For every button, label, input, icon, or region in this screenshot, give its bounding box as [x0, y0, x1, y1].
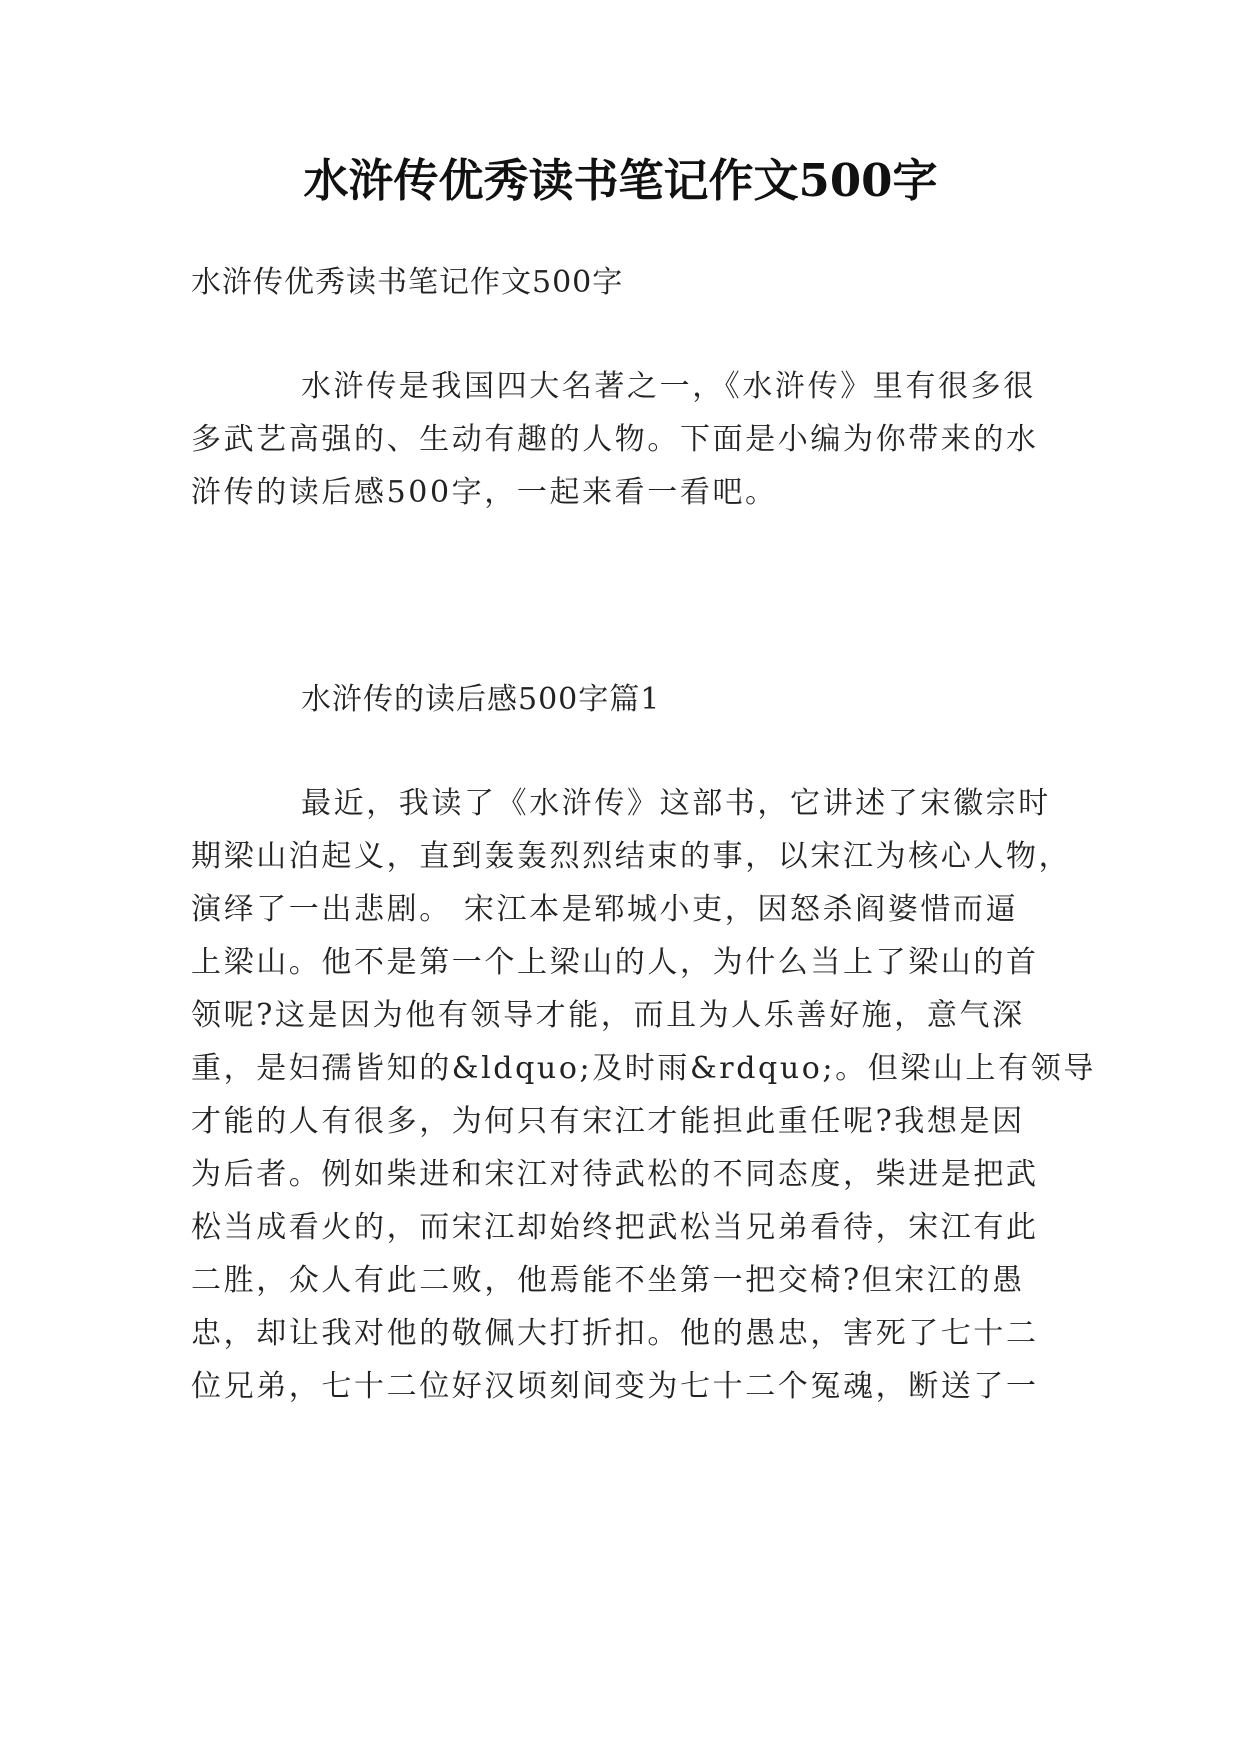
- document-subtitle: 水浒传优秀读书笔记作文500字: [191, 265, 624, 300]
- body-line: 二胜，众人有此二败，他焉能不坐第一把交椅?但宋江的愚: [191, 1263, 1025, 1298]
- body-line: 上梁山。他不是第一个上梁山的人，为什么当上了梁山的首: [191, 945, 1039, 980]
- body-line: 重，是妇孺皆知的&ldquo;及时雨&rdquo;。但梁山上有领导: [191, 1051, 1096, 1086]
- body-line: 最近，我读了《水浒传》这部书，它讲述了宋徽宗时: [301, 786, 1051, 821]
- body-line: 才能的人有很多，为何只有宋江才能担此重任呢?我想是因: [191, 1104, 1025, 1139]
- body-line: 领呢?这是因为他有领导才能，而且为人乐善好施，意气深: [191, 998, 1025, 1033]
- intro-line: 水浒传是我国四大名著之一，《水浒传》里有很多很: [301, 369, 1036, 404]
- body-line: 演绎了一出悲剧。 宋江本是郓城小吏，因怒杀阎婆惜而逼: [191, 892, 1019, 927]
- body-line: 松当成看火的，而宋江却始终把武松当兄弟看待，宋江有此: [191, 1210, 1039, 1245]
- intro-line: 浒传的读后感500字，一起来看一看吧。: [191, 475, 778, 510]
- section-heading: 水浒传的读后感500字篇1: [301, 682, 661, 717]
- body-line: 期梁山泊起义，直到轰轰烈烈结束的事，以宋江为核心人物，: [191, 839, 1072, 874]
- body-line: 忠，却让我对他的敬佩大打折扣。他的愚忠，害死了七十二: [191, 1316, 1039, 1351]
- document-title: 水浒传优秀读书笔记作文500字: [303, 154, 938, 207]
- body-line: 位兄弟，七十二位好汉顷刻间变为七十二个冤魂，断送了一: [191, 1369, 1039, 1404]
- intro-line: 多武艺高强的、生动有趣的人物。下面是小编为你带来的水: [191, 422, 1039, 457]
- body-line: 为后者。例如柴进和宋江对待武松的不同态度，柴进是把武: [191, 1157, 1039, 1192]
